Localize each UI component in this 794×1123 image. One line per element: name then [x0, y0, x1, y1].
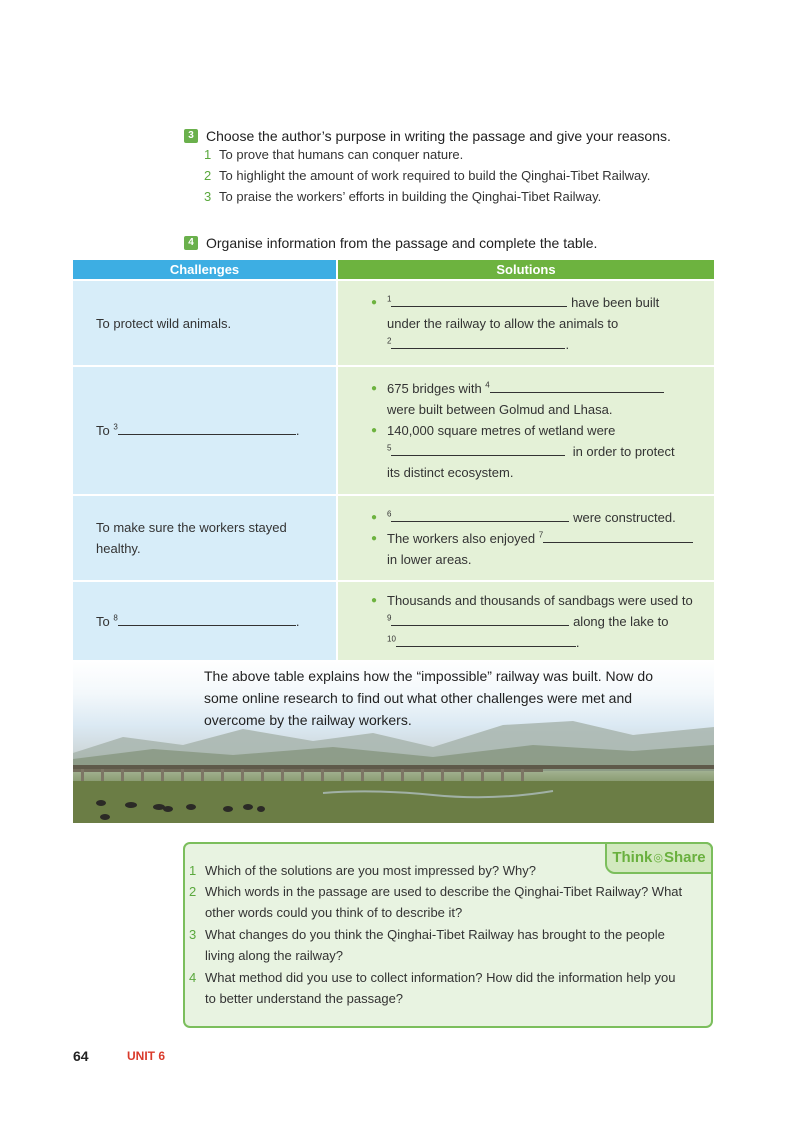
exercise-number-badge: 4	[184, 236, 198, 250]
answer-blank-9[interactable]	[391, 612, 569, 626]
option-item: 3 To praise the workers’ efforts in building the Qinghai-Tibet Railway.	[204, 189, 602, 204]
header-challenges: Challenges	[73, 260, 337, 280]
question-item: 3 What changes do you think the Qinghai-Tibet Railway has brought to the people living along the railway?	[189, 927, 665, 963]
challenge-cell: To protect wild animals.	[73, 280, 337, 366]
challenge-cell: To make sure the workers stayed healthy.	[73, 495, 337, 581]
exercise-3-instruction: Choose the author’s purpose in writing the passage and give your reasons.	[206, 128, 671, 144]
answer-blank-2[interactable]	[391, 335, 565, 349]
table-row	[73, 280, 714, 366]
answer-blank-10[interactable]	[396, 633, 576, 647]
solution-cell: ● 675 bridges with $^4$ were built between Golmud and Lhasa. ● 140,000 square metres of wetland were $^5$ in order to protect its distinct ecosystem.	[337, 366, 714, 495]
table-row	[73, 495, 714, 581]
think-share-tag: Think◎Share	[605, 842, 713, 874]
challenges-solutions-table	[73, 260, 714, 660]
option-item: 2 To highlight the amount of work required to build the Qinghai-Tibet Railway.	[204, 168, 651, 183]
exercise-4-instruction: Organise information from the passage and complete the table.	[206, 235, 598, 251]
answer-blank-6[interactable]	[391, 508, 569, 522]
challenge-cell: To $^8$ .	[73, 581, 337, 660]
table-row	[73, 366, 714, 495]
railway-landscape-photo	[73, 661, 714, 823]
solution-cell: ● $^1$ have been built under the railway to allow the animals to $^2$ .	[337, 280, 714, 366]
page-number: 64	[73, 1048, 89, 1064]
table-row	[73, 581, 714, 660]
question-item: 2 Which words in the passage are used to describe the Qinghai-Tibet Railway? What other words could you think of to describe it?	[189, 884, 683, 920]
challenge-cell: To $^3$ .	[73, 366, 337, 495]
research-prompt: The above table explains how the “impossible” railway was built. Now do some online research to find out what other challenges were met and overcome by the railway workers.	[204, 668, 653, 728]
header-solutions: Solutions	[337, 260, 714, 280]
unit-label: UNIT 6	[127, 1049, 166, 1063]
think-share-box	[183, 842, 713, 1028]
answer-blank-4[interactable]	[490, 379, 664, 393]
lightbulb-icon: ◎	[653, 852, 663, 864]
answer-blank-5[interactable]	[391, 442, 565, 456]
answer-blank-8[interactable]	[118, 612, 296, 626]
solution-cell: ● Thousands and thousands of sandbags were used to $^9$ along the lake to $^{10}$ .	[337, 581, 714, 660]
exercise-number-badge: 3	[184, 129, 198, 143]
option-item: 1 To prove that humans can conquer nature.	[204, 147, 464, 162]
exercise-3-heading	[184, 128, 671, 144]
solution-cell: ● $^6$ were constructed. ● The workers also enjoyed $^7$ in lower areas.	[337, 495, 714, 581]
exercise-4-heading	[184, 235, 597, 251]
answer-blank-3[interactable]	[118, 421, 296, 435]
answer-blank-1[interactable]	[391, 293, 567, 307]
question-item: 4 What method did you use to collect information? How did the information help you to better understand the passage?	[189, 970, 676, 1006]
question-item: 1 Which of the solutions are you most impressed by? Why?	[189, 863, 536, 878]
answer-blank-7[interactable]	[543, 529, 693, 543]
